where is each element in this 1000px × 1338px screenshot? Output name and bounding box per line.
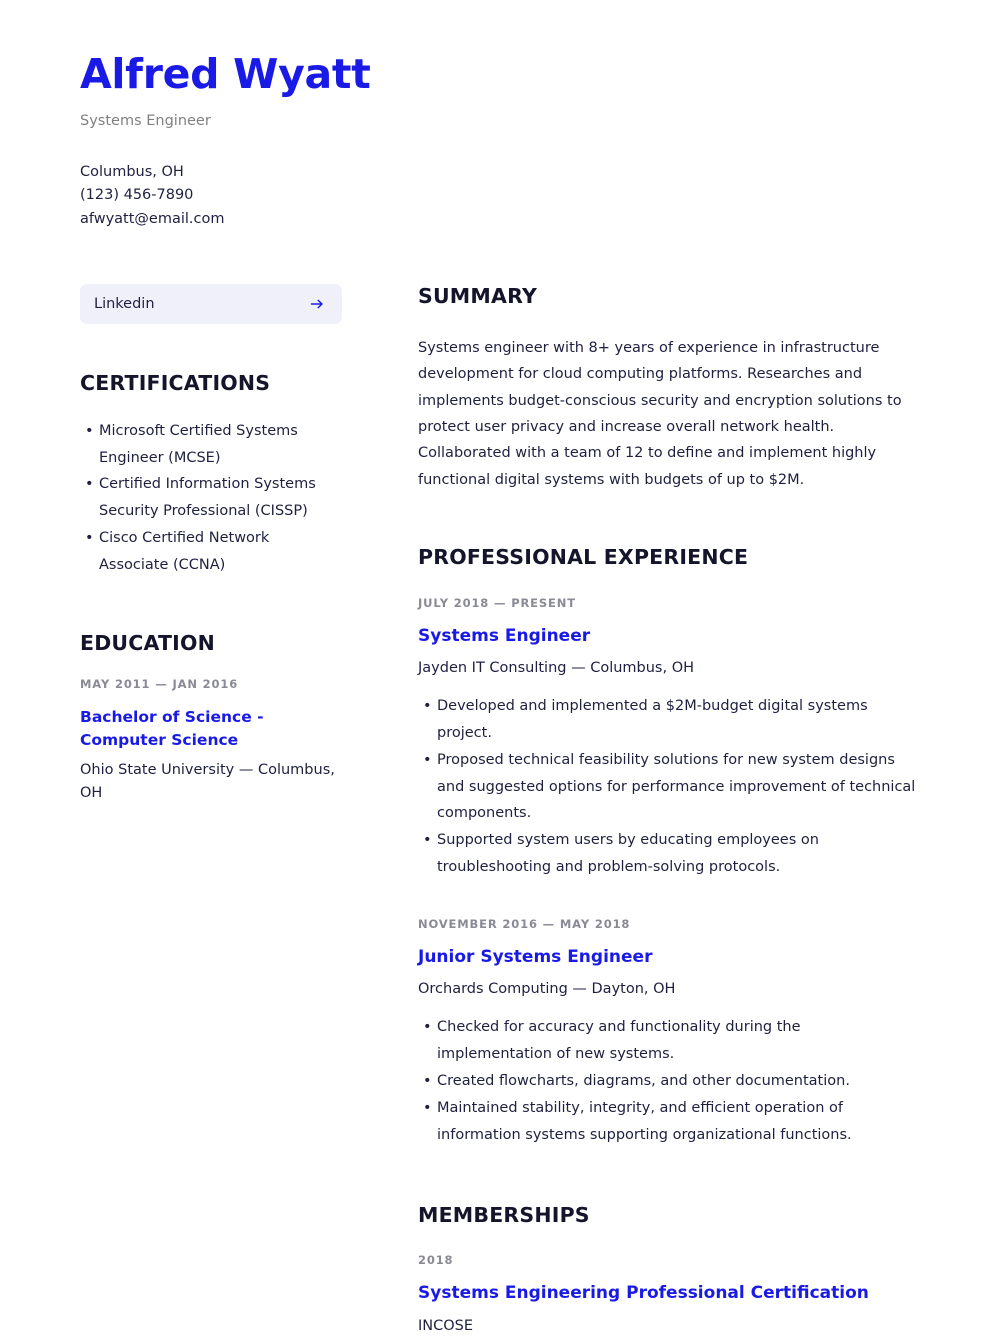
list-item: • Supported system users by educating employees on troubleshooting and problem-solving protocols. <box>437 827 918 881</box>
list-item: • Developed and implemented a $2M-budget digital systems project. <box>437 693 918 747</box>
main-column <box>418 231 918 1338</box>
summary-title: SUMMARY <box>418 284 537 309</box>
education-entry <box>80 677 342 805</box>
experience-title: PROFESSIONAL EXPERIENCE <box>418 545 749 570</box>
experience-date: JULY 2018 — PRESENT <box>418 595 576 610</box>
membership-entry <box>418 1253 918 1338</box>
section-memberships <box>418 1203 918 1338</box>
section-summary <box>418 284 918 493</box>
contact-phone: (123) 456-7890 <box>80 187 194 204</box>
experience-bullets <box>418 693 918 881</box>
section-education <box>80 631 342 806</box>
experience-org: Jayden IT Consulting — Columbus, OH <box>418 660 695 677</box>
experience-bullets <box>418 1014 918 1148</box>
experience-job-title: Junior Systems Engineer <box>418 946 653 967</box>
contact-list <box>80 161 930 231</box>
sidebar-column <box>80 231 342 805</box>
education-school: Ohio State University — Columbus, OH <box>80 762 335 802</box>
section-experience <box>418 545 918 1149</box>
contact-location: Columbus, OH <box>80 163 184 180</box>
resume-body <box>80 231 930 1338</box>
certifications-list <box>80 418 342 579</box>
memberships-title: MEMBERSHIPS <box>418 1202 590 1227</box>
certifications-title: CERTIFICATIONS <box>80 371 271 396</box>
list-item: • Proposed technical feasibility solutions for new system designs and suggested options for performance improvement of technical components. <box>437 747 918 827</box>
candidate-role: Systems Engineer <box>80 112 211 129</box>
education-date: MAY 2011 — JAN 2016 <box>80 677 239 692</box>
experience-entry <box>418 917 918 1149</box>
summary-text: Systems engineer with 8+ years of experience in infrastructure development for cloud computing platforms. Researches and implements budget-conscious security and encryption solutions to protect user privacy and increase overall network health. Collaborated with a team of 12 to define and implement highly functional digital systems with budgets of up to $2M. <box>418 339 902 488</box>
membership-title: Systems Engineering Professional Certification <box>418 1283 869 1304</box>
list-item: • Cisco Certified Network Associate (CCNA) <box>99 525 342 579</box>
section-certifications <box>80 371 342 578</box>
list-item: • Certified Information Systems Security Professional (CISSP) <box>99 471 342 525</box>
candidate-name: Alfred Wyatt <box>80 50 371 98</box>
experience-date: NOVEMBER 2016 — MAY 2018 <box>418 916 631 931</box>
linkedin-label: Linkedin <box>94 295 155 312</box>
linkedin-link-button[interactable] <box>80 284 342 324</box>
list-item: • Maintained stability, integrity, and efficient operation of information systems supporting organizational functions. <box>437 1095 918 1149</box>
arrow-right-icon <box>308 295 326 313</box>
list-item: • Created flowcharts, diagrams, and other documentation. <box>437 1068 918 1095</box>
experience-job-title: Systems Engineer <box>418 625 591 646</box>
education-title: EDUCATION <box>80 630 215 655</box>
education-degree: Bachelor of Science - Computer Science <box>80 708 264 749</box>
contact-email: afwyatt@email.com <box>80 210 225 227</box>
resume-header <box>80 52 930 231</box>
membership-date: 2018 <box>418 1253 454 1268</box>
list-item: • Checked for accuracy and functionality during the implementation of new systems. <box>437 1014 918 1068</box>
membership-org: INCOSE <box>418 1317 474 1334</box>
list-item: • Microsoft Certified Systems Engineer (MCSE) <box>99 418 342 472</box>
experience-entry <box>418 596 918 881</box>
experience-org: Orchards Computing — Dayton, OH <box>418 981 676 998</box>
